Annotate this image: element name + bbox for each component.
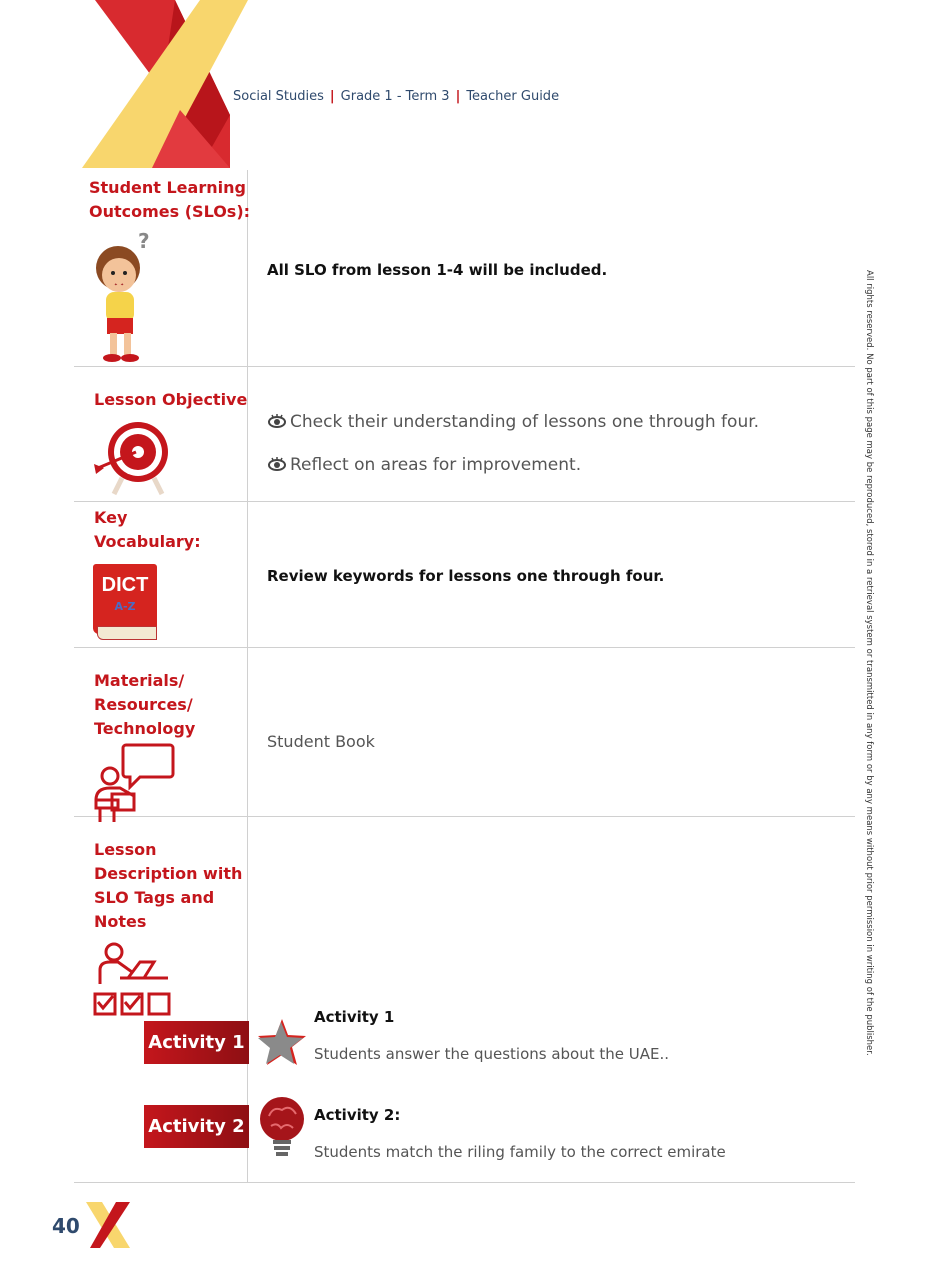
- row-divider: [74, 647, 855, 648]
- dictionary-subtitle: A-Z: [114, 600, 136, 613]
- vocabulary-label: Key Vocabulary:: [94, 508, 201, 551]
- activity-2-description: Students match the riling family to the correct emirate: [314, 1143, 726, 1161]
- row-divider: [74, 1182, 855, 1183]
- activity-2-title: Activity 2:: [314, 1106, 401, 1124]
- materials-label: Materials/ Resources/ Technology: [94, 671, 196, 738]
- activity-1-tab: Activity 1: [144, 1021, 249, 1064]
- materials-content: Student Book: [267, 732, 375, 751]
- target-icon: [92, 418, 172, 498]
- activity-2-tab: Activity 2: [144, 1105, 249, 1148]
- breadcrumb: Social Studies | Grade 1 - Term 3 | Teacher Guide: [233, 89, 560, 104]
- dictionary-title: DICT: [101, 574, 149, 596]
- objective-label: Lesson Objective: [94, 390, 248, 409]
- breadcrumb-grade: Grade 1 - Term 3: [340, 89, 450, 104]
- star-icon: [257, 1018, 307, 1066]
- breadcrumb-subject: Social Studies: [233, 89, 324, 104]
- vocabulary-content: Review keywords for lessons one through four.: [267, 567, 665, 585]
- slo-content: All SLO from lesson 1-4 will be included.: [267, 261, 608, 279]
- presenter-icon: [92, 742, 176, 824]
- breadcrumb-guide: Teacher Guide: [466, 89, 560, 104]
- svg-text:?: ?: [138, 229, 150, 253]
- row-divider: [74, 816, 855, 817]
- activity-1-description: Students answer the questions about the UAE..: [314, 1045, 670, 1063]
- header-logo: [80, 0, 250, 168]
- row-divider: [74, 366, 855, 367]
- footer-logo: [86, 1202, 130, 1248]
- dictionary-icon: [93, 564, 157, 641]
- eye-icon: [268, 457, 286, 471]
- row-divider: [74, 501, 855, 502]
- page-number: 40: [52, 1214, 80, 1238]
- slo-label: Student Learning Outcomes (SLOs):: [89, 178, 251, 221]
- checklist-student-icon: [92, 942, 176, 1016]
- objective-item: Reflect on areas for improvement.: [268, 455, 581, 475]
- copyright-note: All rights reserved. No part of this page may be reproduced, stored in a retrieval system or transmitted in any form or by any means without prior permission in writing of the publisher.: [864, 270, 874, 1056]
- objective-item: Check their understanding of lessons one through four.: [268, 412, 759, 432]
- description-label: Lesson Description with SLO Tags and Notes: [94, 840, 243, 931]
- thinking-boy-icon: [88, 228, 160, 366]
- lightbulb-brain-icon: [257, 1096, 309, 1158]
- activity-1-title: Activity 1: [314, 1008, 395, 1026]
- eye-icon: [268, 414, 286, 428]
